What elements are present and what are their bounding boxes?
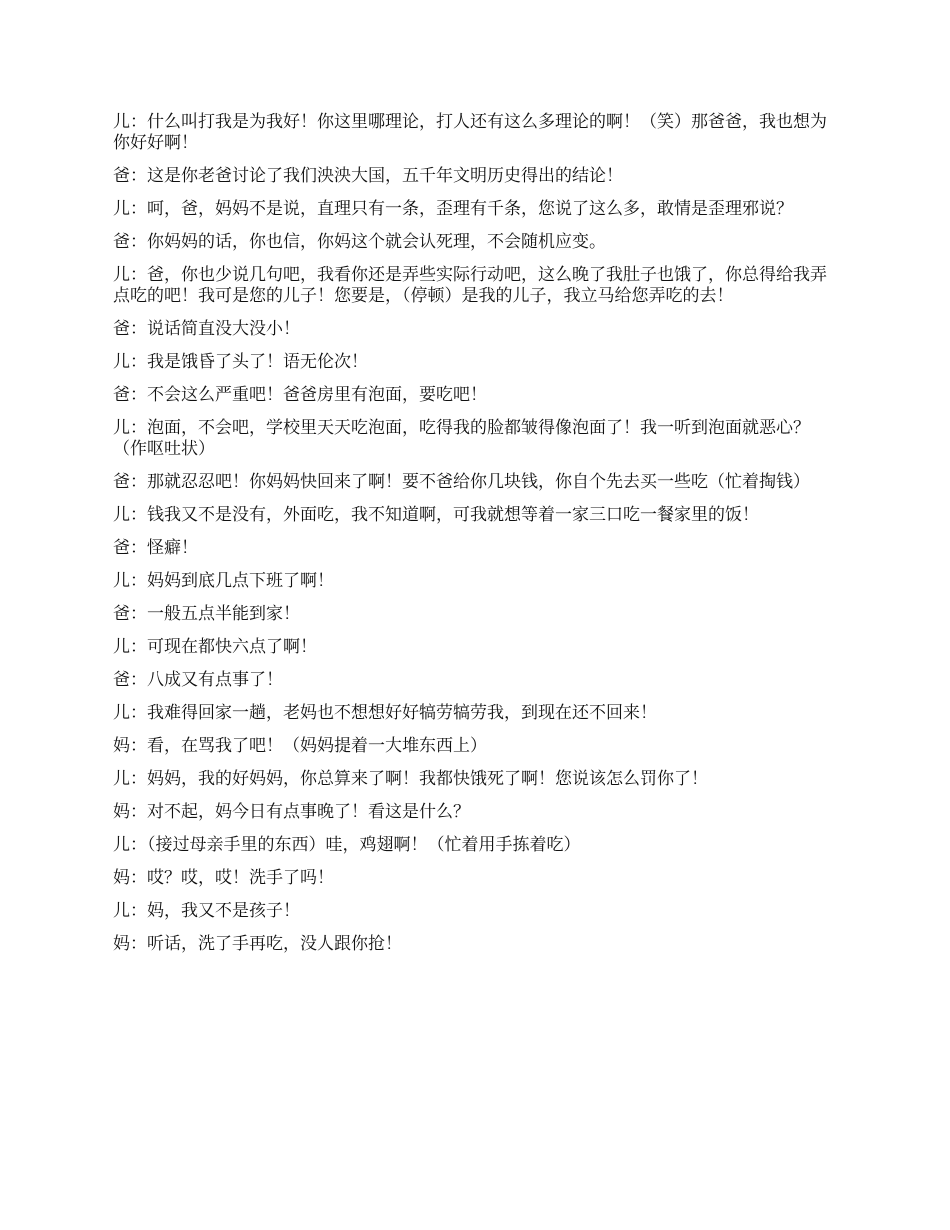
dialogue-line: 儿：我是饿昏了头了！语无伦次！ bbox=[113, 352, 368, 372]
document-body bbox=[113, 112, 841, 967]
dialogue-line: 妈：看，在骂我了吧！（妈妈提着一大堆东西上） bbox=[113, 736, 487, 756]
dialogue-line: 爸：一般五点半能到家！ bbox=[113, 604, 300, 624]
dialogue-line: 爸：这是你老爸讨论了我们泱泱大国，五千年文明历史得出的结论！ bbox=[113, 166, 623, 186]
dialogue-line: 爸：怪癖！ bbox=[113, 538, 198, 558]
dialogue-line: 爸：不会这么严重吧！爸爸房里有泡面，要吃吧！ bbox=[113, 385, 487, 405]
dialogue-line: 儿：妈妈到底几点下班了啊！ bbox=[113, 571, 334, 591]
dialogue-line: 儿：什么叫打我是为我好！你这里哪理论，打人还有这么多理论的啊！（笑）那爸爸，我也想为你好好啊！ bbox=[113, 112, 827, 153]
dialogue-line: 爸：那就忍忍吧！你妈妈快回来了啊！要不爸给你几块钱，你自个先去买一些吃（忙着掏钱） bbox=[113, 472, 810, 492]
dialogue-line: 儿：我难得回家一趟，老妈也不想想好好犒劳犒劳我，到现在还不回来！ bbox=[113, 703, 657, 723]
dialogue-line: 爸：说话简直没大没小！ bbox=[113, 319, 300, 339]
dialogue-line: 儿：泡面，不会吧，学校里天天吃泡面，吃得我的脸都皱得像泡面了！我一听到泡面就恶心？（作呕吐状） bbox=[113, 418, 810, 459]
dialogue-line: 儿：妈妈，我的好妈妈，你总算来了啊！我都快饿死了啊！您说该怎么罚你了！ bbox=[113, 769, 708, 789]
dialogue-line: 儿：（接过母亲手里的东西）哇，鸡翅啊！（忙着用手拣着吃） bbox=[113, 835, 581, 855]
dialogue-line: 儿：妈，我又不是孩子！ bbox=[113, 901, 300, 921]
dialogue-line: 爸：你妈妈的话，你也信，你妈这个就会认死理，不会随机应变。 bbox=[113, 232, 606, 252]
dialogue-line: 爸：八成又有点事了！ bbox=[113, 670, 283, 690]
dialogue-line: 儿：可现在都快六点了啊！ bbox=[113, 637, 317, 657]
dialogue-line: 妈：哎？哎，哎！洗手了吗！ bbox=[113, 868, 334, 888]
dialogue-line: 儿：呵，爸，妈妈不是说，直理只有一条，歪理有千条，您说了这么多，敢情是歪理邪说？ bbox=[113, 199, 793, 219]
dialogue-line: 妈：对不起，妈今日有点事晚了！看这是什么？ bbox=[113, 802, 470, 822]
dialogue-line: 儿：钱我又不是没有，外面吃，我不知道啊，可我就想等着一家三口吃一餐家里的饭！ bbox=[113, 505, 759, 525]
dialogue-line: 妈：听话，洗了手再吃，没人跟你抢！ bbox=[113, 934, 402, 954]
dialogue-line: 儿：爸，你也少说几句吧，我看你还是弄些实际行动吧，这么晚了我肚子也饿了，你总得给我弄点吃的吧！我可是您的儿子！您要是，（停顿）是我的儿子，我立马给您弄吃的去！ bbox=[113, 265, 827, 306]
